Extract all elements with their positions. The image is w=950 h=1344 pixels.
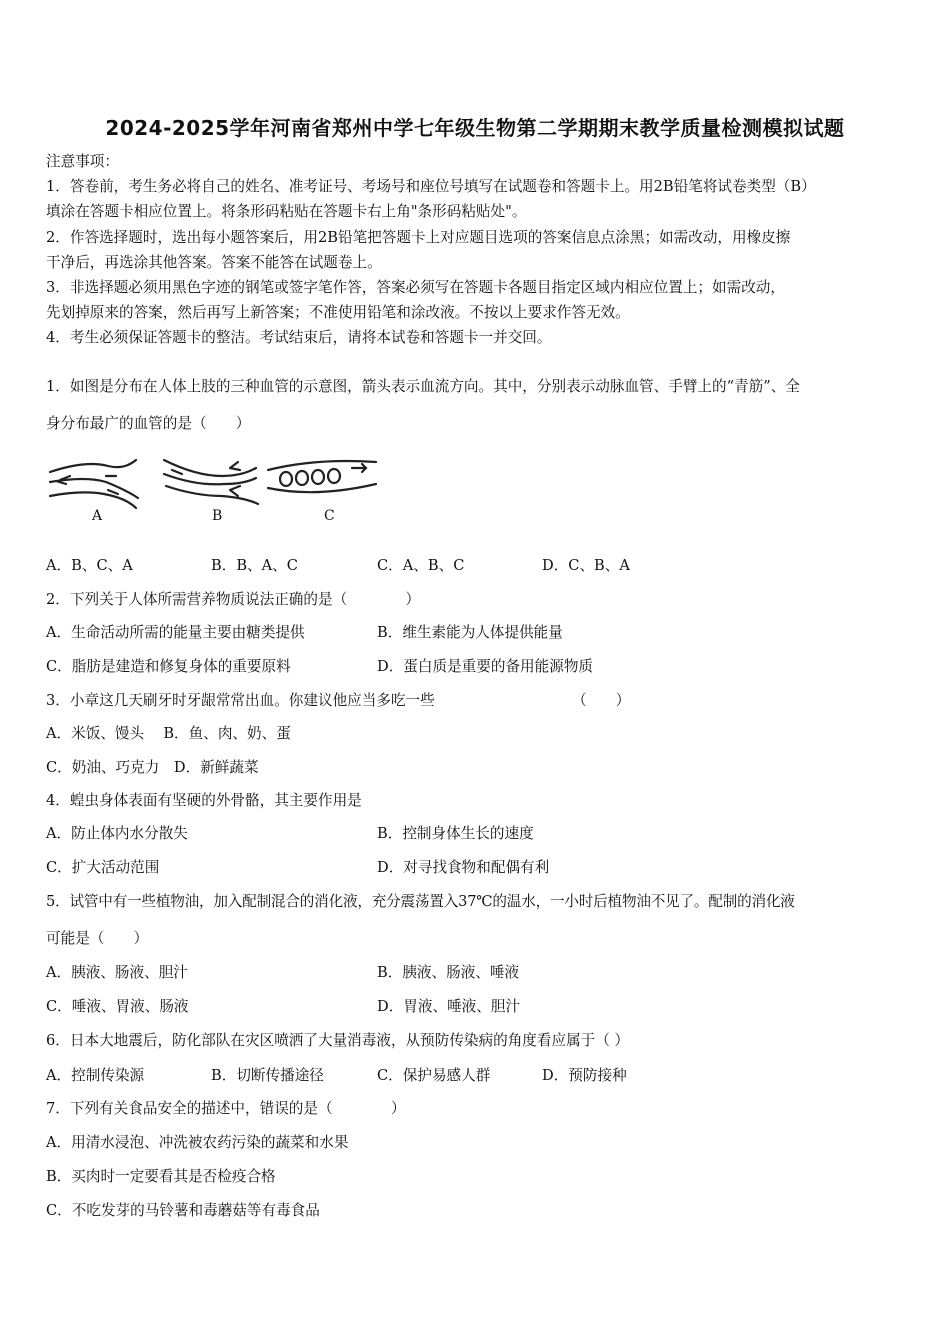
q4-option-a[interactable]: A．防止体内水分散失 xyxy=(46,825,188,842)
q5-option-b[interactable]: B．胰液、肠液、唾液 xyxy=(377,964,520,981)
notice-line: 先划掉原来的答案，然后再写上新答案；不准使用铅笔和涂改液。不按以上要求作答无效。 xyxy=(46,304,630,321)
q6-option-a[interactable]: A．控制传染源 xyxy=(46,1067,145,1084)
notice-line: 填涂在答题卡相应位置上。将条形码粘贴在答题卡右上角"条形码粘贴处"。 xyxy=(46,203,527,220)
q4-option-d[interactable]: D．对寻找食物和配偶有利 xyxy=(377,859,550,876)
q4-option-c[interactable]: C．扩大活动范围 xyxy=(46,859,160,876)
q7-stem: 7．下列有关食品安全的描述中，错误的是（ ） xyxy=(46,1100,406,1117)
q5-option-d[interactable]: D．胃液、唾液、胆汁 xyxy=(377,998,521,1015)
q3-answer-paren: （ ） xyxy=(572,692,631,709)
q2-option-b[interactable]: B．维生素能为人体提供能量 xyxy=(377,624,563,641)
q5-option-c[interactable]: C．唾液、胃液、肠液 xyxy=(46,998,189,1015)
q5-stem-cont: 可能是（ ） xyxy=(46,930,149,947)
q1-stem: 1．如图是分布在人体上肢的三种血管的示意图，箭头表示血流方向。其中，分别表示动脉血管、手臂上的“青筋”、全 xyxy=(46,378,800,395)
q4-stem: 4．蝗虫身体表面有坚硬的外骨骼，其主要作用是 xyxy=(46,792,362,809)
q5-stem: 5．试管中有一些植物油，加入配制混合的消化液，充分震荡置入37℃的温水，一小时后植物油不见了。配制的消化液 xyxy=(46,893,795,910)
notice-heading: 注意事项： xyxy=(46,153,119,170)
q7-option-a[interactable]: A．用清水浸泡、冲洗被农药污染的蔬菜和水果 xyxy=(46,1134,349,1151)
notice-line: 4．考生必须保证答题卡的整洁。考试结束后，请将本试卷和答题卡一并交回。 xyxy=(46,329,552,346)
q3-options-row[interactable]: C．奶油、巧克力 D．新鲜蔬菜 xyxy=(46,759,259,776)
q1-option-c[interactable]: C．A、B、C xyxy=(377,557,465,574)
q7-option-b[interactable]: B．买肉时一定要看其是否检疫合格 xyxy=(46,1168,276,1185)
notice-line: 1．答卷前，考生务必将自己的姓名、准考证号、考场号和座位号填写在试题卷和答题卡上。用2B铅笔将试卷类型（B） xyxy=(46,178,816,195)
q3-stem: 3．小章这几天刷牙时牙龈常常出血。你建议他应当多吃一些 xyxy=(46,692,435,709)
q1-option-d[interactable]: D．C、B、A xyxy=(542,557,630,574)
figure-label-a: A xyxy=(92,508,103,524)
q1-stem-cont: 身分布最广的血管的是（ ） xyxy=(46,415,251,432)
q6-option-c[interactable]: C．保护易感人群 xyxy=(377,1067,491,1084)
notice-line: 2．作答选择题时，选出每小题答案后，用2B铅笔把答题卡上对应题目选项的答案信息点涂黑；如需改动，用橡皮擦 xyxy=(46,229,791,246)
q6-option-d[interactable]: D．预防接种 xyxy=(542,1067,627,1084)
notice-line: 3．非选择题必须用黑色字迹的钢笔或签字笔作答，答案必须写在答题卡各题目指定区域内相应位置上；如需改动， xyxy=(46,279,785,296)
q6-option-b[interactable]: B．切断传播途径 xyxy=(211,1067,324,1084)
q4-option-b[interactable]: B．控制身体生长的速度 xyxy=(377,825,534,842)
q3-options-row[interactable]: A．米饭、馒头 B．鱼、肉、奶、蛋 xyxy=(46,725,291,742)
q5-option-a[interactable]: A．胰液、肠液、胆汁 xyxy=(46,964,188,981)
q1-option-a[interactable]: A．B、C、A xyxy=(46,557,133,574)
q6-stem: 6．日本大地震后，防化部队在灾区喷洒了大量消毒液，从预防传染病的角度看应属于（ ） xyxy=(46,1032,630,1049)
q7-option-c[interactable]: C．不吃发芽的马铃薯和毒蘑菇等有毒食品 xyxy=(46,1202,320,1219)
q2-stem: 2．下列关于人体所需营养物质说法正确的是（ ） xyxy=(46,591,421,608)
q2-option-d[interactable]: D．蛋白质是重要的备用能源物质 xyxy=(377,658,594,675)
figure-label-c: C xyxy=(324,508,335,524)
figure-label-b: B xyxy=(212,508,223,524)
page-title: 2024-2025学年河南省郑州中学七年级生物第二学期期末教学质量检测模拟试题 xyxy=(105,116,845,140)
q2-option-a[interactable]: A．生命活动所需的能量主要由糖类提供 xyxy=(46,624,305,641)
notice-line: 干净后，再选涂其他答案。答案不能答在试题卷上。 xyxy=(46,254,382,271)
q2-option-c[interactable]: C．脂肪是建造和修复身体的重要原料 xyxy=(46,658,291,675)
q1-option-b[interactable]: B．B、A、C xyxy=(211,557,298,574)
